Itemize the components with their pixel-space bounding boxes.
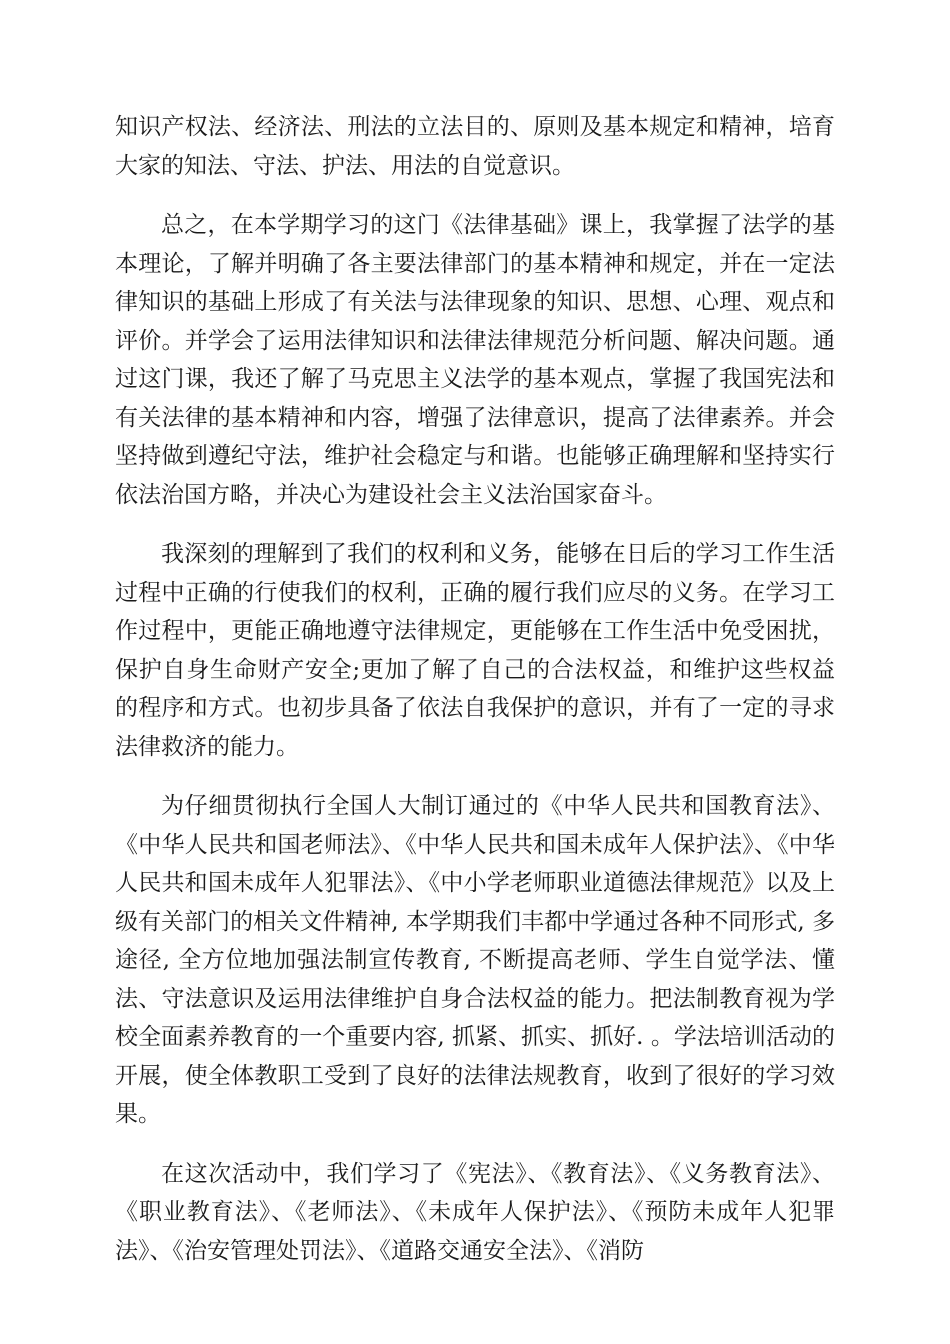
paragraph-2: 总之，在本学期学习的这门《法律基础》课上，我掌握了法学的基本理论，了解并明确了各主要法律部门的基本精神和规定，并在一定法律知识的基础上形成了有关法与法律现象的知识、思想、心理、观点和评价。并学会了运用法律知识和法律法律规范分析问题、解决问题。通过这门课，我还了解了马克思主义法学的基本观点，掌握了我国宪法和有关法律的基本精神和内容，增强了法律意识，提高了法律素养。并会坚持做到遵纪守法，维护社会稳定与和谐。也能够正确理解和坚持实行依法治国方略，并决心为建设社会主义法治国家奋斗。 [115,212,835,508]
paragraph-4: 为仔细贯彻执行全国人大制订通过的《中华人民共和国教育法》、《中华人民共和国老师法》、《中华人民共和国未成年人保护法》、《中华人民共和国未成年人犯罪法》、《中小学老师职业道德法律规范》以及上级有关部门的相关文件精神, 本学期我们丰都中学通过各种不同形式, 多途径, 全方位地加强法制宣传教育, 不断提高老师、学生自觉学法、懂法、守法意识及运用法律维护自身合法权益的能力。把法制教育视为学校全面素养教育的一个重要内容, 抓紧、抓实、抓好. 。学法培训活动的开展，使全体教职工受到了良好的法律法规教育，收到了很好的学习效果。 [115,793,835,1127]
paragraph-5: 在这次活动中，我们学习了《宪法》、《教育法》、《义务教育法》、《职业教育法》、《老师法》、《未成年人保护法》、《预防未成年人犯罪法》、《治安管理处罚法》、《道路交通安全法》、《消防 [115,1160,835,1264]
paragraph-3: 我深刻的理解到了我们的权利和义务，能够在日后的学习工作生活过程中正确的行使我们的权利，正确的履行我们应尽的义务。在学习工作过程中，更能正确地遵守法律规定，更能够在工作生活中免受困扰，保护自身生命财产安全;更加了解了自己的合法权益，和维护这些权益的程序和方式。也初步具备了依法自我保护的意识，并有了一定的寻求法律救济的能力。 [115,541,835,760]
document-body [115,108,835,1291]
paragraph-1: 知识产权法、经济法、刑法的立法目的、原则及基本规定和精神，培育大家的知法、守法、护法、用法的自觉意识。 [115,114,835,179]
